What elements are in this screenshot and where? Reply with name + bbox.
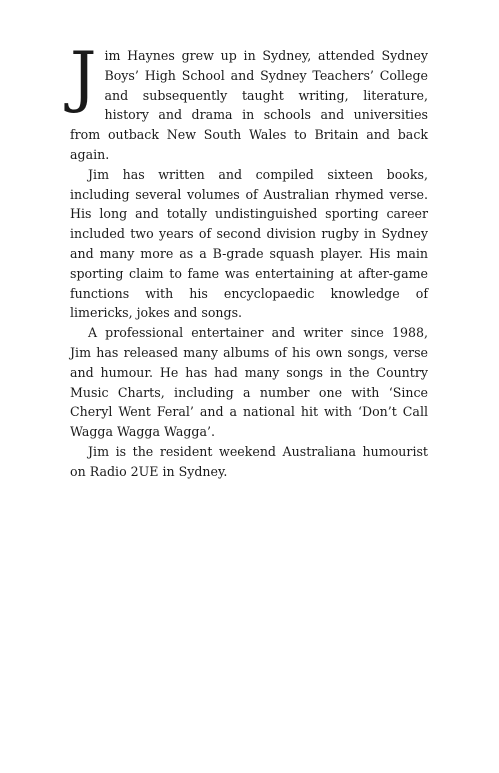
bio-paragraph-4: Jim is the resident weekend Australiana humourist on Radio 2UE in Sydney. [70, 443, 428, 479]
bio-paragraph-1 [70, 38, 428, 165]
bio-paragraph-1-text: im Haynes grew up in Sydney, attended Sydney Boys’ High School and Sydney Teachers’ College and subsequently taught writing, literature, history and drama in schools and universities from outback New South Wales to Britain and back again. [70, 48, 428, 162]
drop-cap: J [70, 38, 97, 115]
bio-paragraph-3: A professional entertainer and writer since 1988, Jim has released many albums of his own songs, verse and humour. He has had many songs in the Country Music Charts, including a number one with ‘Since Cheryl Went Feral’ and a national hit with ‘Don’t Call Wagga Wagga Wagga’. [70, 325, 428, 440]
author-bio [70, 38, 428, 482]
bio-paragraph-2: Jim has written and compiled sixteen books, including several volumes of Australian rhymed verse. His long and totally undistinguished sporting career included two years of second division rugby in Sydney and many more as a B-grade squash player. His main sporting claim to fame was entertaining at after-game functions with his encyclopaedic knowledge of limericks, jokes and songs. [70, 166, 428, 321]
